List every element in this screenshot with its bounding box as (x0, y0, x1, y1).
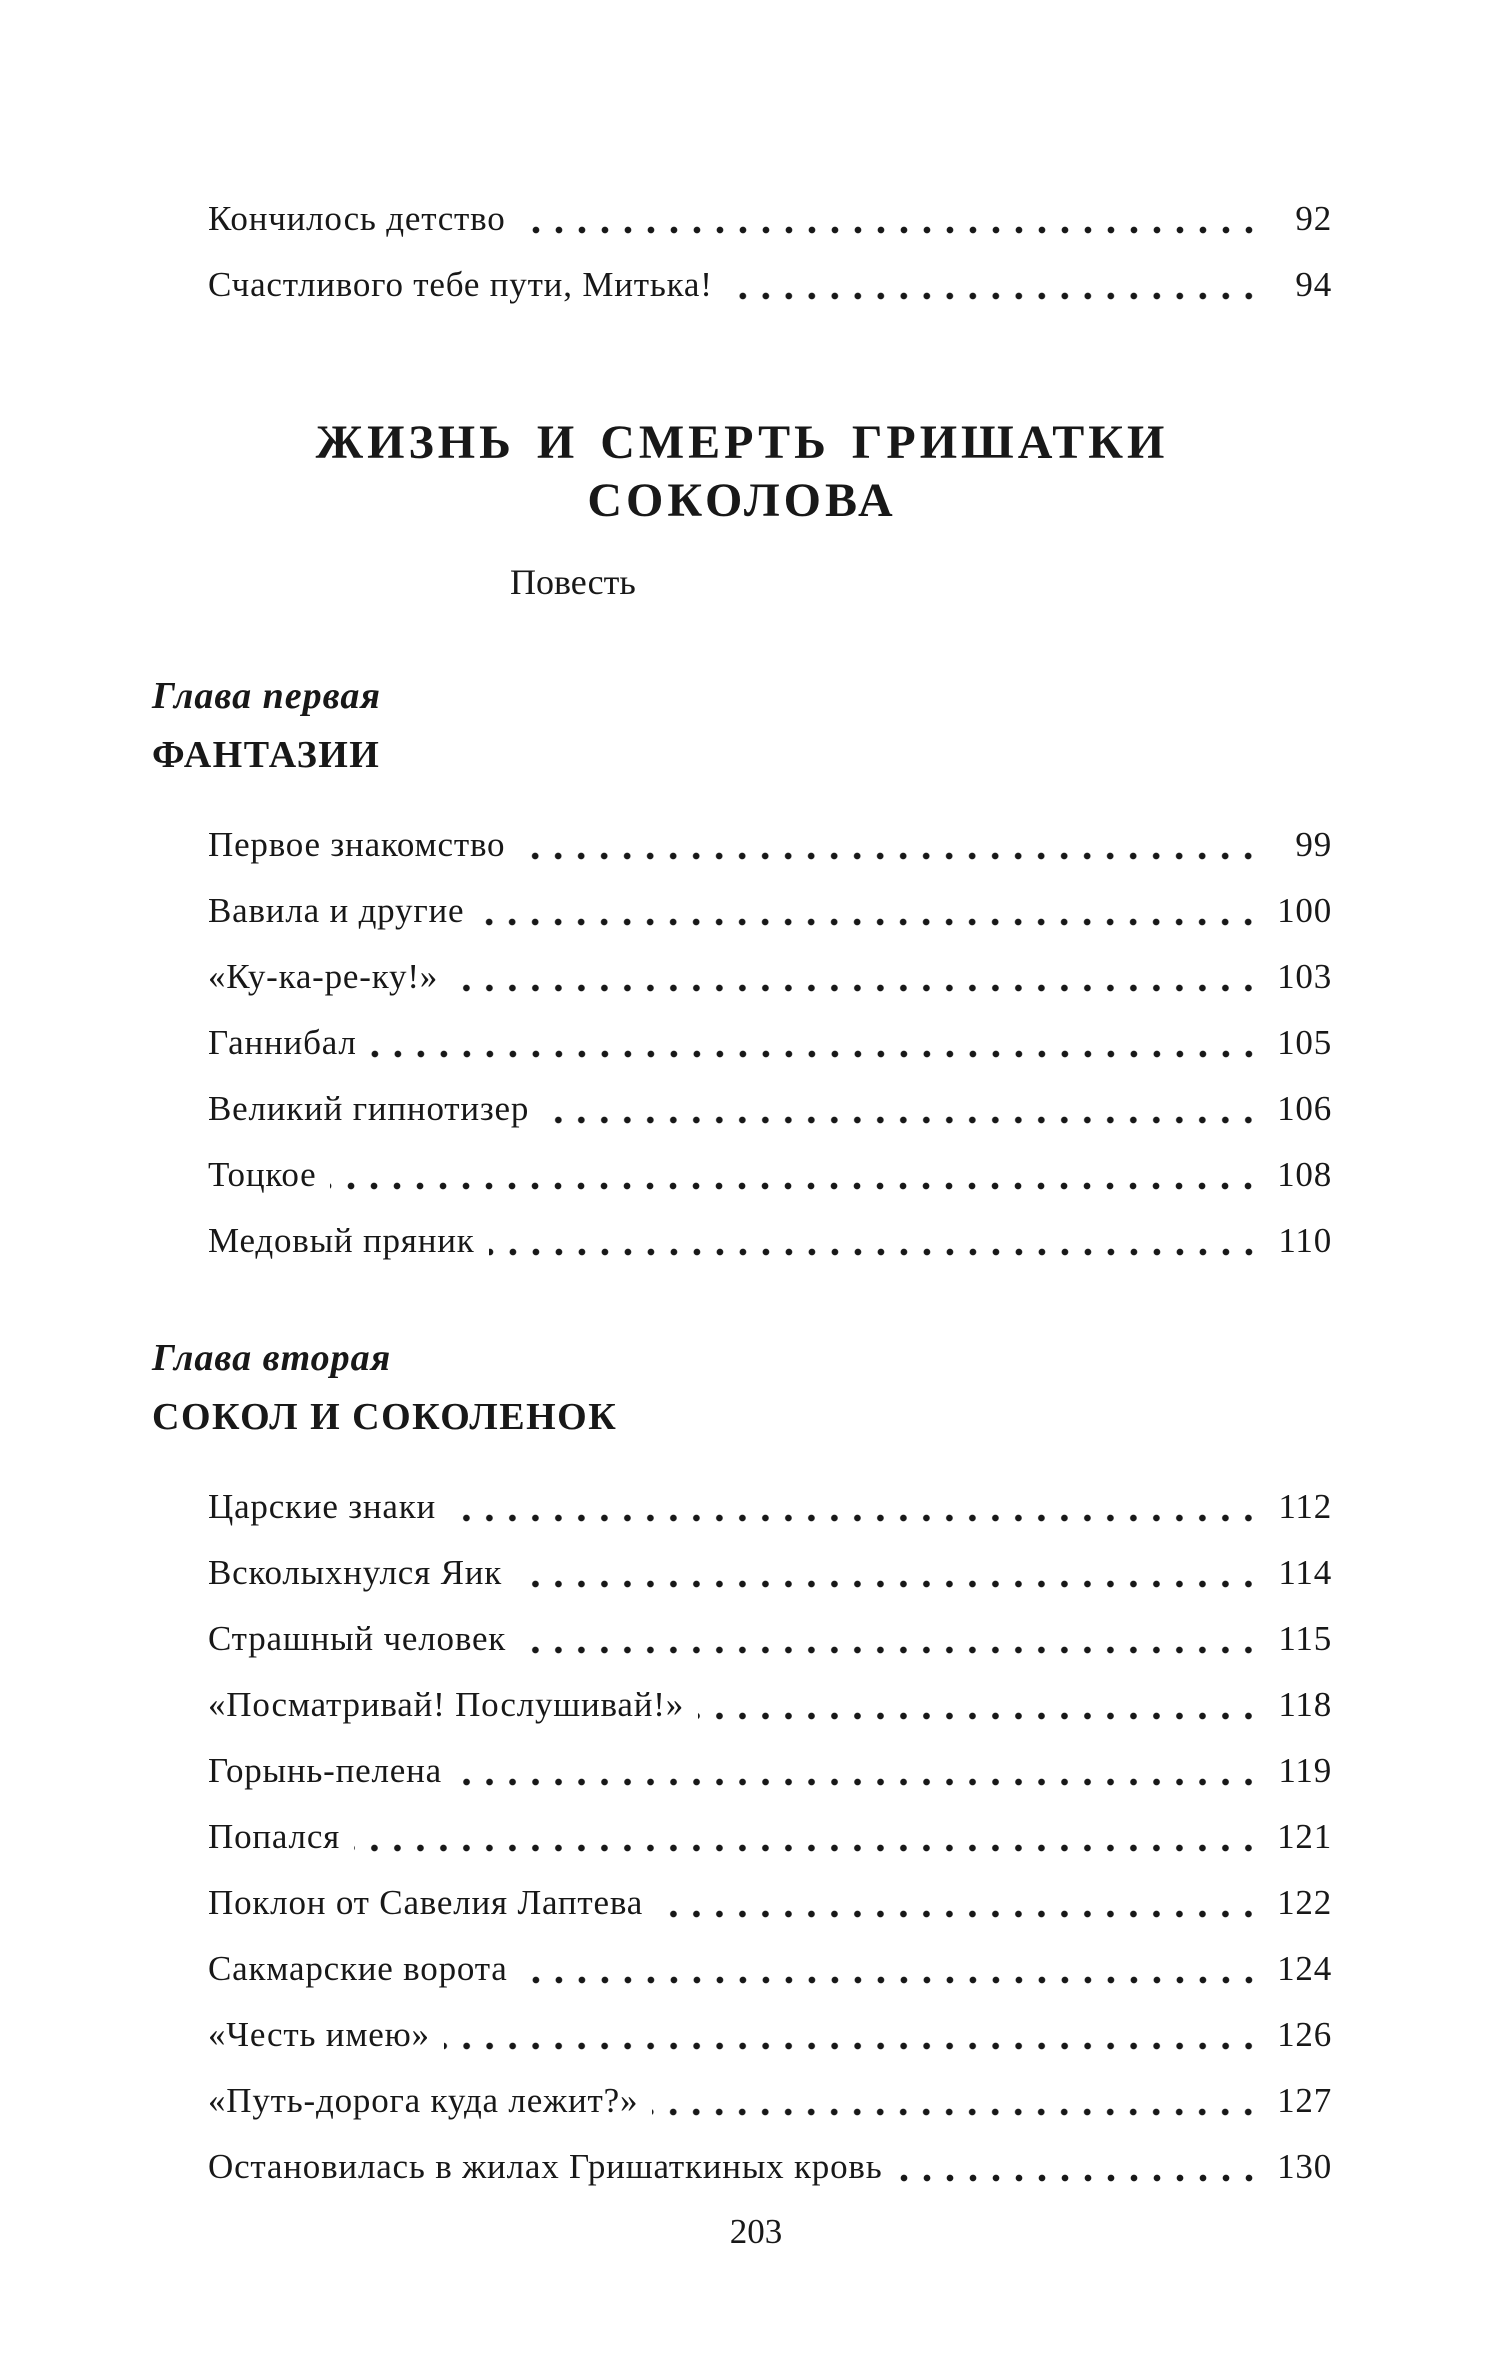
leading-entries (208, 186, 1332, 318)
dot-leader (516, 1580, 1260, 1588)
entry-page-number: 105 (1277, 1023, 1332, 1062)
toc-entry (208, 252, 1332, 318)
toc-entry (208, 1606, 1332, 1672)
section-title: ЖИЗНЬ И СМЕРТЬ ГРИШАТКИ СОКОЛОВА (315, 416, 1169, 527)
entry-title: Великий гипнотизер (208, 1089, 530, 1128)
toc-entry (208, 812, 1332, 878)
chapter-title: ФАНТАЗИИ (152, 734, 381, 776)
entry-title: Первое знакомство (208, 825, 506, 864)
dot-leader (330, 1182, 1260, 1190)
entry-title: Всколыхнулся Яик (208, 1553, 503, 1592)
entry-page-number: 99 (1295, 825, 1332, 864)
toc-entry (208, 2068, 1332, 2134)
toc-entry (208, 1076, 1332, 1142)
entry-title: Тоцкое (208, 1155, 317, 1194)
section-subtitle: Повесть (510, 562, 636, 602)
toc-entry (208, 1540, 1332, 1606)
dot-leader (444, 2042, 1260, 2050)
toc-entry (208, 1936, 1332, 2002)
entry-title: Попался (208, 1817, 341, 1856)
entry-page-number: 119 (1278, 1751, 1332, 1790)
toc-entry (208, 1010, 1332, 1076)
entry-title: Страшный человек (208, 1619, 507, 1658)
entry-title: Вавила и другие (208, 891, 465, 930)
chapter-label: Глава первая (152, 675, 381, 717)
toc-entry (208, 1672, 1332, 1738)
dot-leader (354, 1844, 1260, 1852)
chapter-title: СОКОЛ И СОКОЛЕНОК (152, 1396, 618, 1438)
entry-title: «Путь-дорога куда лежит?» (208, 2081, 639, 2120)
entry-page-number: 110 (1278, 1221, 1332, 1260)
chapter-one-heading (152, 668, 1332, 786)
entry-page-number: 118 (1278, 1685, 1332, 1724)
dot-leader (371, 1050, 1260, 1058)
toc-entry (208, 2134, 1332, 2200)
page-folio: 203 (729, 2212, 783, 2251)
dot-leader (657, 1910, 1260, 1918)
toc-entry (208, 1738, 1332, 1804)
dot-leader (452, 984, 1260, 992)
entry-title: Остановилась в жилах Гришаткиных кровь (208, 2147, 883, 2186)
entry-page-number: 112 (1278, 1487, 1332, 1526)
entry-page-number: 127 (1277, 2081, 1332, 2120)
dot-leader (520, 1646, 1260, 1654)
table-of-contents (152, 0, 1332, 2200)
dot-leader (543, 1116, 1260, 1124)
chapter-two-heading (152, 1330, 1332, 1448)
entry-page-number: 124 (1277, 1949, 1332, 1988)
toc-entry (208, 2002, 1332, 2068)
dot-leader (897, 2174, 1261, 2182)
entry-title: Кончилось детство (208, 199, 506, 238)
entry-page-number: 94 (1295, 265, 1332, 304)
toc-entry (208, 1474, 1332, 1540)
toc-entry (208, 186, 1332, 252)
entry-title: «Честь имею» (208, 2015, 430, 2054)
dot-leader (522, 1976, 1260, 1984)
entry-title: «Ку-ка-ре-ку!» (208, 957, 439, 996)
toc-entry (208, 878, 1332, 944)
toc-entry (208, 1208, 1332, 1274)
entry-page-number: 103 (1277, 957, 1332, 996)
chapter-label: Глава вторая (152, 1337, 392, 1379)
dot-leader (478, 918, 1260, 926)
entry-title: Царские знаки (208, 1487, 437, 1526)
dot-leader (698, 1712, 1260, 1720)
entry-page-number: 115 (1278, 1619, 1332, 1658)
entry-title: «Посматривай! Послушивай!» (208, 1685, 685, 1724)
entry-page-number: 130 (1277, 2147, 1332, 2186)
chapter-two-entries (208, 1474, 1332, 2200)
dot-leader (456, 1778, 1260, 1786)
dot-leader (652, 2108, 1260, 2116)
dot-leader (519, 852, 1260, 860)
entry-page-number: 92 (1295, 199, 1332, 238)
entry-page-number: 106 (1277, 1089, 1332, 1128)
entry-title: Сакмарские ворота (208, 1949, 508, 1988)
toc-entry (208, 1804, 1332, 1870)
dot-leader (727, 292, 1260, 300)
entry-page-number: 121 (1277, 1817, 1332, 1856)
dot-leader (520, 226, 1260, 234)
dot-leader (450, 1514, 1260, 1522)
chapter-one-entries (208, 812, 1332, 1274)
dot-leader (489, 1248, 1260, 1256)
entry-page-number: 114 (1278, 1553, 1332, 1592)
entry-page-number: 122 (1277, 1883, 1332, 1922)
toc-entry (208, 1870, 1332, 1936)
entry-page-number: 100 (1277, 891, 1332, 930)
entry-page-number: 108 (1277, 1155, 1332, 1194)
entry-title: Ганнибал (208, 1023, 357, 1062)
toc-entry (208, 944, 1332, 1010)
entry-title: Медовый пряник (208, 1221, 475, 1260)
entry-page-number: 126 (1277, 2015, 1332, 2054)
toc-entry (208, 1142, 1332, 1208)
entry-title: Счастливого тебе пути, Митька! (208, 265, 713, 304)
entry-title: Горынь-пелена (208, 1751, 442, 1790)
entry-title: Поклон от Савелия Лаптева (208, 1883, 644, 1922)
